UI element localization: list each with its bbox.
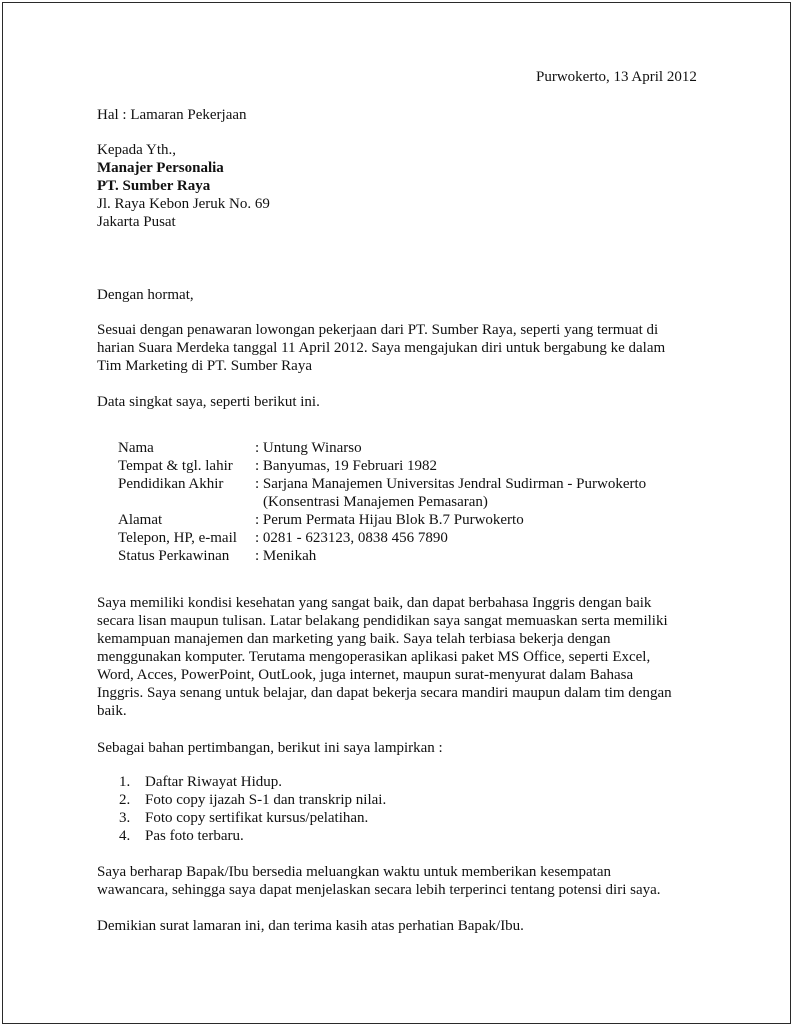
recipient-city: Jakarta Pusat xyxy=(97,214,176,230)
data-value: : Banyumas, 19 Februari 1982 xyxy=(255,458,438,474)
data-value: : Sarjana Manajemen Universitas Jendral Sudirman - Purwokerto xyxy=(255,476,647,492)
data-row xyxy=(118,457,646,475)
list-number: 3. xyxy=(119,810,131,826)
list-number: 1. xyxy=(119,774,131,790)
list-number: 4. xyxy=(119,828,131,844)
data-label: Pendidikan Akhir xyxy=(118,476,224,492)
data-intro xyxy=(97,393,320,411)
paragraph-line: Inggris. Saya senang untuk belajar, dan dapat bekerja secara mandiri maupun dalam tim dengan xyxy=(97,685,672,701)
attachments-list xyxy=(119,773,386,845)
data-value: : Menikah xyxy=(255,548,317,564)
data-value: : 0281 - 623123, 0838 456 7890 xyxy=(255,530,448,546)
paragraph-line: Saya memiliki kondisi kesehatan yang sangat baik, dan dapat berbahasa Inggris dengan baik xyxy=(97,595,652,611)
hope-paragraph xyxy=(97,863,661,899)
paragraph-line: Sebagai bahan pertimbangan, berikut ini saya lampirkan : xyxy=(97,740,443,756)
greeting: Dengan hormat, xyxy=(97,287,194,303)
list-item xyxy=(119,827,386,845)
data-row xyxy=(118,529,646,547)
data-value: : Untung Winarso xyxy=(255,440,362,456)
list-item xyxy=(119,773,386,791)
paragraph-line: menggunakan komputer. Terutama mengoperasikan aplikasi paket MS Office, seperti Excel, xyxy=(97,649,651,665)
recipient-salutation: Kepada Yth., xyxy=(97,142,176,158)
recipient-company: PT. Sumber Raya xyxy=(97,178,211,194)
data-label: Alamat xyxy=(118,512,163,528)
data-row-continuation xyxy=(118,493,646,511)
recipient-address xyxy=(97,141,270,231)
data-row xyxy=(118,475,646,493)
list-item xyxy=(119,791,386,809)
paragraph-line: harian Suara Merdeka tanggal 11 April 2012. Saya mengajukan diri untuk bergabung ke dalam xyxy=(97,340,666,356)
list-text: Daftar Riwayat Hidup. xyxy=(145,774,283,790)
list-item xyxy=(119,809,386,827)
data-label: Telepon, HP, e-mail xyxy=(118,530,237,546)
data-label: Tempat & tgl. lahir xyxy=(118,458,233,474)
list-text: Foto copy ijazah S-1 dan transkrip nilai. xyxy=(145,792,387,808)
paragraph-line: Demikian surat lamaran ini, dan terima kasih atas perhatian Bapak/Ibu. xyxy=(97,918,524,934)
data-value: : Perum Permata Hijau Blok B.7 Purwokerto xyxy=(255,512,524,528)
paragraph-line: wawancara, sehingga saya dapat menjelaskan secara lebih terperinci tentang potensi diri saya. xyxy=(97,882,661,898)
place-date: Purwokerto, 13 April 2012 xyxy=(536,69,697,85)
closing-paragraph xyxy=(97,917,524,935)
paragraph-line: kemampuan manajemen dan marketing yang baik. Saya telah terbiasa bekerja dengan xyxy=(97,631,611,647)
paragraph-line: baik. xyxy=(97,703,127,719)
paragraph-line: Tim Marketing di PT. Sumber Raya xyxy=(97,358,312,374)
list-text: Foto copy sertifikat kursus/pelatihan. xyxy=(145,810,369,826)
personal-data-table xyxy=(118,439,646,565)
data-label: Nama xyxy=(118,440,154,456)
attachments-intro xyxy=(97,739,443,757)
data-row xyxy=(118,439,646,457)
list-text: Pas foto terbaru. xyxy=(145,828,244,844)
data-label: Status Perkawinan xyxy=(118,548,230,564)
paragraph-line: secara lisan maupun tulisan. Latar belakang pendidikan saya sangat memuaskan serta memiliki xyxy=(97,613,668,629)
paragraph-line: Saya berharap Bapak/Ibu bersedia meluangkan waktu untuk memberikan kesempatan xyxy=(97,864,611,880)
list-number: 2. xyxy=(119,792,131,808)
letter-subject: Hal : Lamaran Pekerjaan xyxy=(97,107,247,123)
data-value: (Konsentrasi Manajemen Pemasaran) xyxy=(263,494,488,510)
recipient-street: Jl. Raya Kebon Jeruk No. 69 xyxy=(97,196,270,212)
intro-paragraph xyxy=(97,321,665,375)
paragraph-line: Sesuai dengan penawaran lowongan pekerjaan dari PT. Sumber Raya, seperti yang termuat di xyxy=(97,322,659,338)
recipient-position: Manajer Personalia xyxy=(97,160,224,176)
letter-page xyxy=(2,2,791,1024)
paragraph-line: Word, Acces, PowerPoint, OutLook, juga internet, maupun surat-menyurat dalam Bahasa xyxy=(97,667,634,683)
skills-paragraph xyxy=(97,594,672,720)
data-row xyxy=(118,547,646,565)
paragraph-line: Data singkat saya, seperti berikut ini. xyxy=(97,394,320,410)
data-row xyxy=(118,511,646,529)
